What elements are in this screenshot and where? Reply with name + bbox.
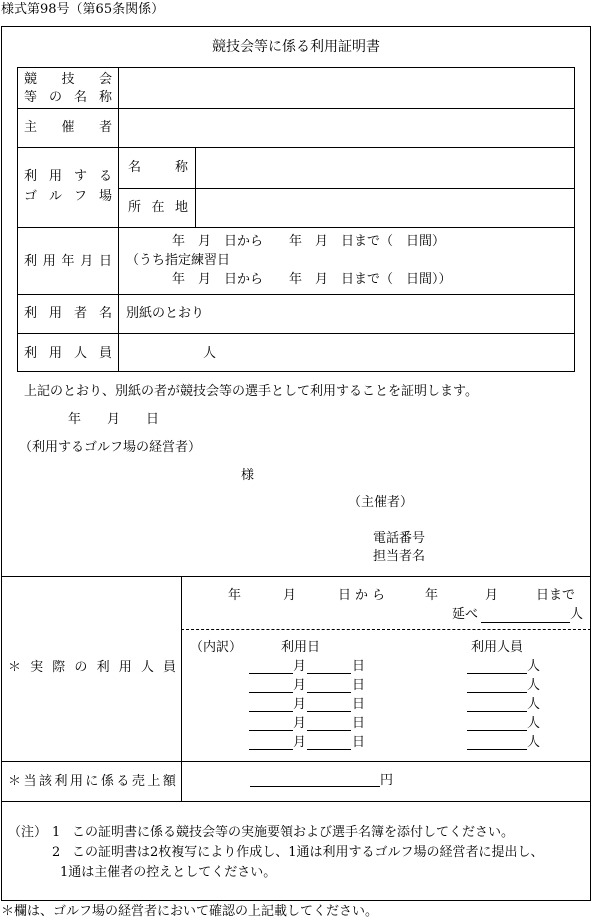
usage-period: 年 月 日から 年 月 日まで（ 日間） (172, 234, 446, 249)
day-blank (307, 730, 351, 731)
sales-blank (250, 786, 380, 787)
month-blank (249, 692, 293, 693)
person-in-charge-label: 担当者名 (373, 549, 426, 564)
month-unit: 月 (293, 716, 307, 731)
period-month-start: 月 (283, 588, 297, 603)
month-blank (249, 711, 293, 712)
user-name-value: 別紙のとおり (126, 306, 205, 321)
people-blank (467, 730, 527, 731)
note-2-number: 2 (52, 845, 61, 860)
user-name-label: 利 用 者 名 (24, 306, 112, 321)
document-title: 競技会等に係る利用証明書 (212, 39, 380, 55)
practice-period: 年 月 日から 年 月 日まで（ 日間）） (172, 272, 452, 287)
period-year-end: 年 (425, 588, 439, 603)
phone-label: 電話番号 (373, 531, 426, 546)
period-year-start: 年 (228, 588, 242, 603)
day-unit: 日 (352, 697, 366, 712)
day-unit: 日 (352, 678, 366, 693)
day-unit: 日 (352, 735, 366, 750)
month-unit: 月 (293, 697, 307, 712)
course-name-label: 名 称 (128, 160, 188, 175)
day-blank (307, 673, 351, 674)
usage-people-header: 利用人員 (471, 640, 524, 655)
people-blank (467, 711, 527, 712)
people-unit: 人 (527, 678, 541, 693)
period-day-end: 日まで (536, 588, 576, 603)
breakdown-label: （内訳） (190, 640, 243, 655)
organizer-sign-label: （主催者） (348, 495, 414, 510)
organizer-label: 主 催 者 (24, 120, 112, 135)
usage-date-label: 利 用 年 月 日 (24, 254, 112, 269)
month-unit: 月 (293, 735, 307, 750)
people-unit: 人 (527, 735, 541, 750)
month-blank (249, 730, 293, 731)
month-blank (249, 673, 293, 674)
month-blank (249, 749, 293, 750)
actual-users-label: ＊ 実 際 の 利 用 人 員 (8, 660, 176, 675)
form-number: 様式第98号（第65条関係） (1, 2, 165, 17)
note-1-text: この証明書に係る競技会等の実施要領および選手名簿を添付してください。 (72, 825, 515, 840)
golf-course-label: 利 用 す る ゴ ル フ 場 (24, 169, 112, 204)
event-name-label (24, 73, 112, 107)
people-blank (467, 749, 527, 750)
sales-label: ＊ 当 該 利 用 に 係 る 売 上 額 (8, 774, 176, 789)
footer-note: ＊欄は、ゴルフ場の経営者において確認の上記載してください。 (1, 904, 379, 919)
event-name-label-1: 競 技 会 (24, 72, 112, 87)
total-prefix: 延べ (452, 607, 479, 622)
people-unit: 人 (527, 716, 541, 731)
people-blank (467, 692, 527, 693)
date-line: 年 月 日 (68, 412, 160, 427)
golf-operator-label: （利用するゴルフ場の経営者） (19, 440, 202, 455)
usage-day-header: 利用日 (281, 640, 321, 655)
sales-unit: 円 (380, 773, 394, 788)
info-table (17, 67, 575, 372)
day-blank (307, 692, 351, 693)
period-month-end: 月 (485, 588, 499, 603)
note-2-text: この証明書は2枚複写により作成し、1通は利用するゴルフ場の経営者に提出し、 (72, 845, 544, 860)
user-count-label: 利 用 人 員 (24, 346, 112, 361)
people-blank (467, 673, 527, 674)
practice-day-label: （うち指定練習日 (126, 253, 231, 268)
note-2-text-cont: 1通は主催者の控えとしてください。 (60, 865, 277, 880)
course-address-label: 所 在 地 (128, 200, 188, 215)
total-blank (481, 622, 570, 623)
note-1-number: 1 (52, 825, 61, 840)
day-blank (307, 749, 351, 750)
month-unit: 月 (293, 659, 307, 674)
event-name-label-2: 等 の 名 称 (24, 90, 112, 105)
day-unit: 日 (352, 659, 366, 674)
month-unit: 月 (293, 678, 307, 693)
day-blank (307, 711, 351, 712)
total-unit: 人 (570, 607, 584, 622)
user-count-unit: 人 (203, 346, 217, 361)
period-day-start: 日から (338, 588, 390, 603)
note-prefix: （注） (8, 825, 48, 840)
people-unit: 人 (527, 659, 541, 674)
honorific-sama: 様 (241, 468, 255, 483)
people-unit: 人 (527, 697, 541, 712)
day-unit: 日 (352, 716, 366, 731)
certify-text: 上記のとおり、別紙の者が競技会等の選手として利用することを証明します。 (24, 384, 478, 399)
